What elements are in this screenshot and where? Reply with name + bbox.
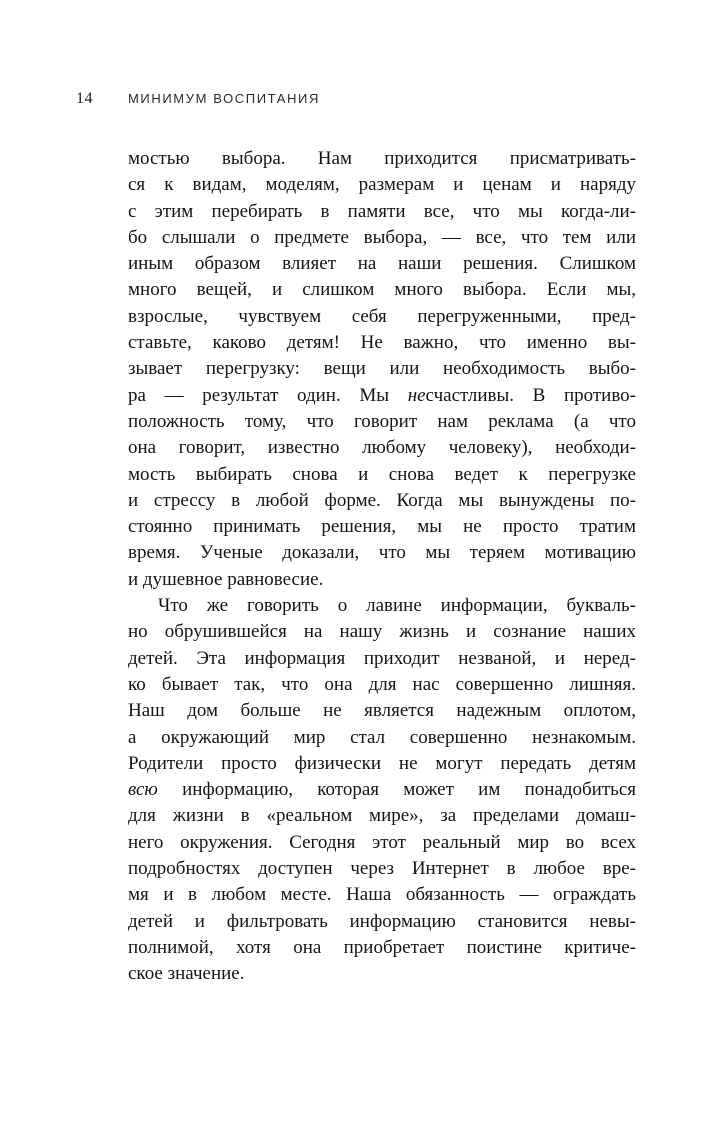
text-line bbox=[128, 567, 636, 593]
text-segment: ставьте, каково детям! Не важно, что именно вы- bbox=[128, 332, 636, 354]
text-line bbox=[128, 199, 636, 225]
text-line bbox=[128, 698, 636, 724]
text-line bbox=[128, 935, 636, 961]
text-segment: для жизни в «реальном мире», за пределами домаш- bbox=[128, 805, 636, 827]
text-line bbox=[128, 330, 636, 356]
page-header bbox=[76, 90, 635, 108]
text-line bbox=[128, 803, 636, 829]
text-line bbox=[128, 619, 636, 645]
text-line bbox=[128, 830, 636, 856]
text-segment: Что же говорить о лавине информации, букваль- bbox=[158, 595, 636, 617]
text-line bbox=[128, 882, 636, 908]
text-line bbox=[128, 251, 636, 277]
text-segment: полнимой, хотя она приобретает поистине критиче- bbox=[128, 936, 636, 958]
text-line bbox=[128, 540, 636, 566]
text-segment: стоянно принимать решения, мы не просто тратим bbox=[128, 516, 636, 538]
text-segment: ко бывает так, что она для нас совершенно лишняя. bbox=[128, 673, 636, 695]
text-segment: а окружающий мир стал совершенно незнакомым. bbox=[128, 726, 636, 748]
text-segment: мость выбирать снова и снова ведет к перегрузке bbox=[128, 463, 636, 485]
text-line bbox=[128, 225, 636, 251]
text-line bbox=[128, 462, 636, 488]
text-segment: ся к видам, моделям, размерам и ценам и наряду bbox=[128, 174, 636, 196]
text-line bbox=[128, 146, 636, 172]
text-line bbox=[128, 593, 636, 619]
text-segment: она говорит, известно любому человеку), необходи- bbox=[128, 437, 636, 459]
running-head: МИНИМУМ ВОСПИТАНИЯ bbox=[128, 91, 320, 106]
text-segment: Родители просто физически не могут передать детям bbox=[128, 752, 636, 774]
page-number: 14 bbox=[76, 90, 93, 107]
text-line bbox=[128, 961, 636, 987]
text-line bbox=[128, 409, 636, 435]
text-segment: мостью выбора. Нам приходится присматривать- bbox=[128, 148, 636, 169]
text-segment: положность тому, что говорит нам реклама (а что bbox=[128, 410, 636, 432]
text-line bbox=[128, 277, 636, 303]
text-line bbox=[128, 777, 636, 803]
text-segment: и душевное равновесие. bbox=[128, 568, 324, 590]
text-segment: время. Ученые доказали, что мы теряем мотивацию bbox=[128, 542, 636, 564]
text-segment: счастливы. В противо- bbox=[425, 384, 637, 406]
text-line bbox=[128, 356, 636, 382]
text-line bbox=[128, 725, 636, 751]
italic-text: всю bbox=[128, 779, 158, 801]
text-line bbox=[128, 751, 636, 777]
text-segment: бо слышали о предмете выбора, — все, что тем или bbox=[128, 226, 636, 248]
text-line bbox=[128, 856, 636, 882]
text-segment: иным образом влияет на наши решения. Слишком bbox=[128, 253, 636, 275]
text-segment: подробностях доступен через Интернет в любое вре- bbox=[128, 858, 636, 880]
italic-text: не bbox=[407, 384, 426, 406]
text-segment: мя и в любом месте. Наша обязанность — ограждать bbox=[128, 884, 636, 906]
text-segment: с этим перебирать в памяти все, что мы когда-ли- bbox=[128, 200, 636, 222]
text-segment: много вещей, и слишком много выбора. Если мы, bbox=[128, 279, 636, 301]
text-line bbox=[128, 488, 636, 514]
text-line bbox=[128, 514, 636, 540]
text-line bbox=[128, 304, 636, 330]
text-segment: него окружения. Сегодня этот реальный мир во всех bbox=[128, 831, 636, 853]
page-body bbox=[128, 146, 636, 988]
text-line bbox=[128, 172, 636, 198]
text-line bbox=[128, 435, 636, 461]
text-line bbox=[128, 909, 636, 935]
text-segment: и стрессу в любой форме. Когда мы вынуждены по- bbox=[128, 489, 636, 511]
text-segment: Наш дом больше не является надежным оплотом, bbox=[128, 700, 636, 722]
text-segment: взрослые, чувствуем себя перегруженными, пред- bbox=[128, 305, 636, 327]
text-segment: зывает перегрузку: вещи или необходимость выбо- bbox=[128, 358, 636, 380]
text-line bbox=[128, 672, 636, 698]
text-line bbox=[128, 383, 636, 409]
text-segment: детей и фильтровать информацию становится невы- bbox=[128, 910, 636, 932]
text-segment: детей. Эта информация приходит незваной, и неред- bbox=[128, 647, 636, 669]
text-segment: ское значение. bbox=[128, 963, 245, 985]
text-segment: но обрушившейся на нашу жизнь и сознание наших bbox=[128, 621, 636, 643]
text-segment: ра — результат один. Мы bbox=[128, 384, 408, 406]
text-segment: информацию, которая может им понадобиться bbox=[157, 779, 636, 801]
text-line bbox=[128, 646, 636, 672]
